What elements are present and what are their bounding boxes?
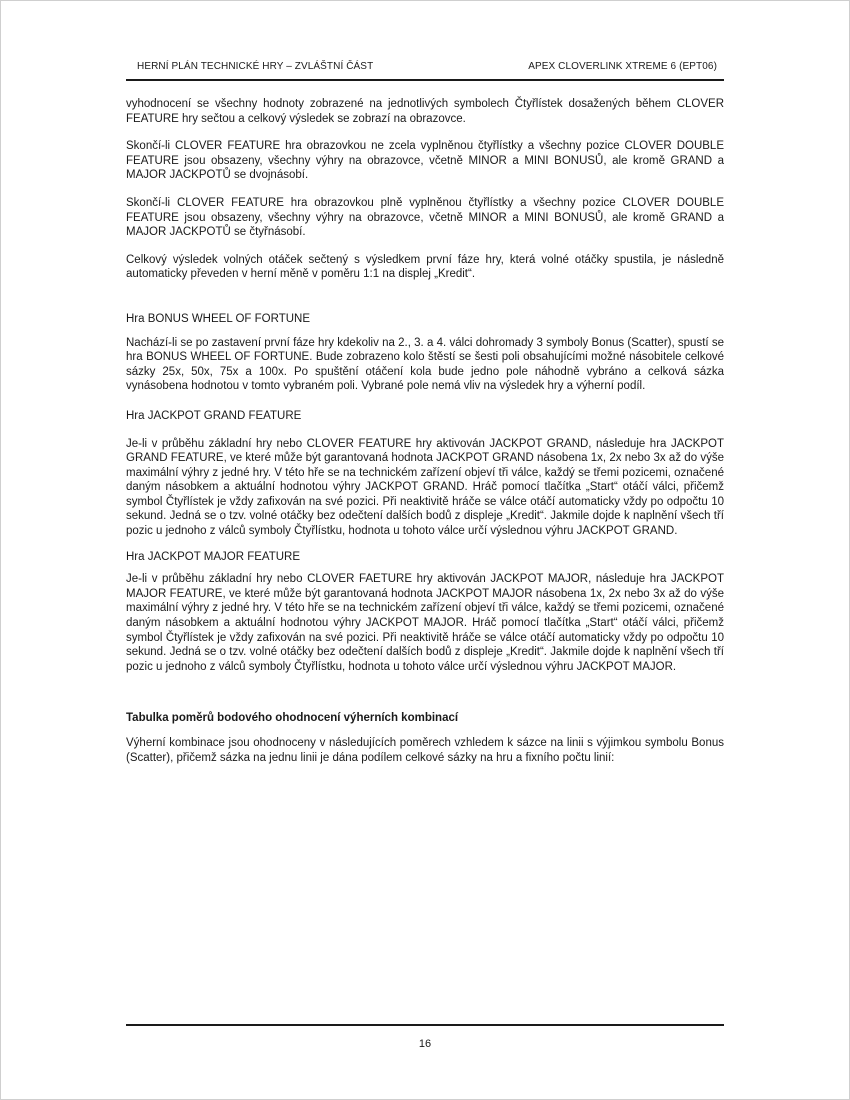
header-rule (126, 79, 724, 81)
section-heading-payout-table: Tabulka poměrů bodového ohodnocení výherních kombinací (126, 712, 459, 725)
header-document-title: HERNÍ PLÁN TECHNICKÉ HRY – ZVLÁŠTNÍ ČÁST (137, 61, 374, 72)
paragraph-clover-feature-sum: vyhodnocení se všechny hodnoty zobrazené na jednotlivých symbolech Čtyřlístek dosažených během CLOVER FEATURE hry sečtou a celkový výsledek se zobrazí na obrazovce. (126, 98, 724, 125)
footer-rule (126, 1024, 724, 1026)
paragraph-clover-double-4x: Skončí-li CLOVER FEATURE hra obrazovkou plně vyplněnou čtyřlístky a všechny pozice CLOVER DOUBLE FEATURE jsou obsazeny, všechny výhry na obrazovce, včetně MINOR a MINI BONUSŮ, ale kromě GRAND a MAJOR JACKPOTŮ se čtyřnásobí. (126, 196, 724, 239)
header-game-title: APEX CLOVERLINK XTREME 6 (EPT06) (528, 61, 717, 72)
paragraph-clover-double-2x: Skončí-li CLOVER FEATURE hra obrazovkou ne zcela vyplněnou čtyřlístky a všechny pozice CLOVER DOUBLE FEATURE jsou obsazeny, všechny výhry na obrazovce, včetně MINOR a MINI BONUSŮ, ale kromě GRAND a MAJOR JACKPOTŮ se dvojnásobí. (126, 140, 724, 182)
section-heading-bonus-wheel: Hra BONUS WHEEL OF FORTUNE (126, 312, 311, 325)
paragraph-bonus-wheel: Nachází-li se po zastavení první fáze hry kdekoliv na 2., 3. a 4. válci dohromady 3 symboly Bonus (Scatter), spustí se hra BONUS WHEEL OF FORTUNE. Bude zobrazeno kolo štěstí se šesti poli obsahujícími možné násobitele celkové sázky 25x, 50x, 75x a 100x. Po spuštění otáčení kola bude jedno pole náhodně vybráno a celková sázka vynásobena hodnotou v tomto vybraném poli. Vybrané pole nemá vliv na výsledek hry a výherní podíl. (126, 336, 724, 393)
paragraph-free-spins-result: Celkový výsledek volných otáček sečtený s výsledkem první fáze hry, která volné otáčky spustila, je následně automaticky převeden v herní měně v poměru 1:1 na displej „Kredit“. (126, 253, 724, 281)
page-number: 16 (418, 1038, 432, 1050)
section-heading-jackpot-major: Hra JACKPOT MAJOR FEATURE (126, 550, 301, 563)
paragraph-jackpot-major: Je-li v průběhu základní hry nebo CLOVER FAETURE hry aktivován JACKPOT MAJOR, následuje hra JACKPOT MAJOR FEATURE, ve které může být garantovaná hodnota JACKPOT MAJOR násobena 1x, 2x nebo 3x až do výše maximální výhry z jedné hry. V této hře se na technickém zařízení objeví tři válce, každý se třemi pozicemi, označené daným násobkem a aktuální hodnotou výhry JACKPOT MAJOR. Hráč pomocí tlačítka „Start“ otáčí válci, přičemž symbol Čtyřlístek je vždy zafixován na své pozici. Při neaktivitě hráče se válce otáčí automaticky vždy po odpočtu 10 sekund. Jedná se o tzv. volné otáčky bez odečtení dalších bodů z displeje „Kredit“. Jakmile dojde k naplnění všech tří pozic u jednoho z válců symboly Čtyřlístku, hodnota u tohoto válce určí výslednou výhru JACKPOT MAJOR. (126, 573, 724, 673)
section-heading-jackpot-grand: Hra JACKPOT GRAND FEATURE (126, 409, 302, 422)
paragraph-payout-intro: Výherní kombinace jsou ohodnoceny v následujících poměrech vzhledem k sázce na linii s výjimkou symbolu Bonus (Scatter), přičemž sázka na jednu linii je dána podílem celkové sázky na hru a fixního počtu linií: (126, 737, 724, 764)
paragraph-jackpot-grand: Je-li v průběhu základní hry nebo CLOVER FEATURE hry aktivován JACKPOT GRAND, následuje hra JACKPOT GRAND FEATURE, ve které může být garantovaná hodnota JACKPOT GRAND násobena 1x, 2x nebo 3x až do výše maximální výhry z jedné hry. V této hře se na technickém zařízení objeví tři válce, každý se třemi pozicemi, označené daným násobkem a aktuální hodnotou výhry JACKPOT GRAND. Hráč pomocí tlačítka „Start“ otáčí válci, přičemž symbol Čtyřlístek je vždy zafixován na své pozici. Při neaktivitě hráče se válce otáčí automaticky vždy po odpočtu 10 sekund. Jedná se o tzv. volné otáčky bez odečtení dalších bodů z displeje „Kredit“. Jakmile dojde k naplnění všech tří pozic u jednoho z válců symboly Čtyřlístku, hodnota u tohoto válce určí výslednou výhru JACKPOT GRAND. (126, 437, 724, 538)
document-body (126, 90, 724, 765)
